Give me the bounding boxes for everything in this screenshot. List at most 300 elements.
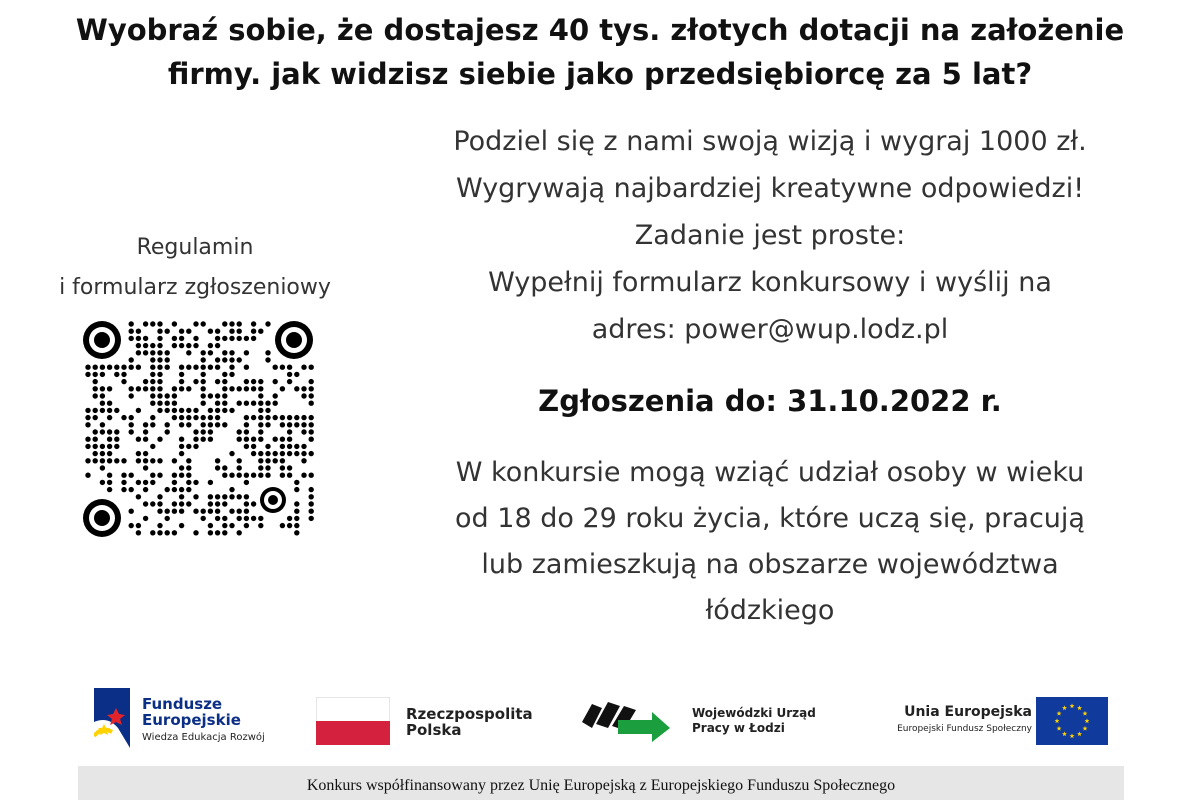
qr-module: [201, 401, 206, 406]
qr-module: [237, 429, 242, 434]
qr-module: [150, 415, 155, 420]
qr-module: [215, 408, 220, 413]
qr-module: [258, 523, 263, 528]
qr-module: [93, 393, 98, 398]
info-line-3: Zadanie jest proste:: [634, 220, 906, 251]
qr-module: [201, 386, 206, 391]
qr-module: [237, 530, 242, 535]
qr-module: [251, 336, 256, 341]
qr-module: [244, 509, 249, 514]
qr-module: [186, 480, 191, 485]
qr-module: [100, 444, 105, 449]
qr-module: [309, 393, 314, 398]
qr-module: [222, 386, 227, 391]
qr-module: [201, 393, 206, 398]
qr-module: [309, 501, 314, 506]
deadline: Zgłoszenia do: 31.10.2022 r.: [538, 384, 1002, 418]
qr-module: [179, 343, 184, 348]
qr-module: [251, 451, 256, 456]
qr-module: [215, 343, 220, 348]
qr-module: [301, 386, 306, 391]
qr-module: [193, 494, 198, 499]
qr-module: [150, 379, 155, 384]
qr-module: [251, 386, 256, 391]
qr-module: [208, 329, 213, 334]
qr-module: [172, 509, 177, 514]
qr-module: [143, 422, 148, 427]
polish-flag-icon: [316, 697, 390, 745]
fe-subtitle: Wiedza Edukacja Rozwój: [142, 732, 265, 743]
qr-module: [301, 393, 306, 398]
qr-module: [309, 379, 314, 384]
qr-module: [309, 429, 314, 434]
qr-module: [150, 372, 155, 377]
qr-module: [157, 401, 162, 406]
qr-module: [208, 343, 213, 348]
qr-module: [208, 509, 213, 514]
qr-module: [287, 379, 292, 384]
rp-name-line-2: Polska: [406, 721, 462, 739]
qr-module: [157, 372, 162, 377]
qr-module: [258, 401, 263, 406]
qr-module: [273, 458, 278, 463]
qr-module: [172, 415, 177, 420]
qr-module: [244, 437, 249, 442]
qr-module: [201, 365, 206, 370]
qr-module: [201, 509, 206, 514]
qr-module: [186, 444, 191, 449]
qr-module: [222, 530, 227, 535]
qr-module: [165, 429, 170, 434]
qr-module: [193, 437, 198, 442]
ue-name: Unia Europejska: [904, 704, 1032, 720]
qr-caption: [20, 228, 370, 308]
qr-module: [229, 451, 234, 456]
qr-module: [208, 480, 213, 485]
qr-module: [244, 523, 249, 528]
qr-module: [179, 473, 184, 478]
qr-module: [237, 473, 242, 478]
qr-module: [100, 480, 105, 485]
qr-module: [100, 422, 105, 427]
qr-module: [165, 365, 170, 370]
qr-module: [280, 523, 285, 528]
qr-module: [107, 444, 112, 449]
qr-module: [129, 523, 134, 528]
qr-module: [258, 437, 263, 442]
qr-module: [208, 501, 213, 506]
qr-module: [287, 516, 292, 521]
qr-module: [215, 465, 220, 470]
qr-module: [193, 415, 198, 420]
qr-module: [258, 458, 263, 463]
qr-module: [193, 530, 198, 535]
qr-module: [265, 465, 270, 470]
qr-module: [100, 458, 105, 463]
qr-module: [107, 408, 112, 413]
qr-module: [186, 487, 191, 492]
info-line-4: Wypełnij formularz konkursowy i wyślij na: [488, 267, 1052, 298]
qr-module: [107, 480, 112, 485]
qr-module: [251, 501, 256, 506]
qr-module: [114, 372, 119, 377]
qr-module: [309, 516, 314, 521]
qr-module: [208, 408, 213, 413]
qr-module: [309, 365, 314, 370]
qr-module: [150, 444, 155, 449]
qr-module: [165, 422, 170, 427]
qr-module: [244, 429, 249, 434]
qr-module: [258, 386, 263, 391]
qr-module: [150, 530, 155, 535]
qr-module: [287, 372, 292, 377]
qr-module: [244, 401, 249, 406]
qr-module: [222, 393, 227, 398]
qr-module: [179, 408, 184, 413]
qr-module: [172, 321, 177, 326]
qr-module: [294, 444, 299, 449]
fundusze-europejskie-emblem-icon: [94, 688, 130, 748]
qr-module: [136, 451, 141, 456]
qr-module: [229, 494, 234, 499]
qr-module: [201, 350, 206, 355]
qr-module: [157, 408, 162, 413]
qr-module: [258, 465, 263, 470]
contest-info: [380, 118, 1160, 353]
qr-module: [186, 415, 191, 420]
qr-module: [179, 487, 184, 492]
qr-module: [100, 401, 105, 406]
qr-module: [136, 437, 141, 442]
qr-module: [93, 458, 98, 463]
qr-module: [258, 516, 263, 521]
qr-module: [273, 437, 278, 442]
qr-module: [265, 321, 270, 326]
qr-module: [143, 321, 148, 326]
qr-module: [215, 501, 220, 506]
qr-module: [157, 509, 162, 514]
qr-module: [229, 321, 234, 326]
qr-module: [309, 451, 314, 456]
qr-module: [237, 516, 242, 521]
qr-module: [186, 350, 191, 355]
qr-module: [208, 365, 213, 370]
qr-module: [129, 336, 134, 341]
qr-module: [215, 329, 220, 334]
qr-module: [150, 321, 155, 326]
qr-module: [309, 437, 314, 442]
qr-module: [186, 386, 191, 391]
headline-line-2: firmy. jak widzisz siebie jako przedsiębiorcę za 5 lat?: [167, 57, 1033, 91]
qr-module: [287, 429, 292, 434]
qr-module: [193, 429, 198, 434]
qr-module: [143, 429, 148, 434]
qr-module: [201, 321, 206, 326]
qr-module: [136, 365, 141, 370]
qr-module: [287, 473, 292, 478]
qr-module: [186, 343, 191, 348]
qr-module: [229, 386, 234, 391]
qr-module: [85, 415, 90, 420]
qr-module: [136, 336, 141, 341]
qr-module: [294, 530, 299, 535]
eligibility-line-1: W konkursie mogą wziąć udział osoby w wieku: [455, 457, 1085, 488]
headline: [0, 8, 1200, 96]
qr-module: [179, 465, 184, 470]
qr-module: [143, 437, 148, 442]
qr-module: [201, 357, 206, 362]
qr-module: [193, 336, 198, 341]
qr-module: [93, 365, 98, 370]
qr-module: [143, 501, 148, 506]
qr-module: [107, 451, 112, 456]
qr-module: [143, 451, 148, 456]
qr-module: [179, 444, 184, 449]
qr-module: [150, 343, 155, 348]
qr-module: [258, 393, 263, 398]
qr-module: [165, 408, 170, 413]
qr-module: [93, 429, 98, 434]
qr-module: [85, 437, 90, 442]
qr-module: [280, 458, 285, 463]
qr-module: [107, 487, 112, 492]
qr-module: [237, 321, 242, 326]
qr-module: [251, 437, 256, 442]
qr-module: [287, 451, 292, 456]
qr-module: [100, 393, 105, 398]
qr-module: [157, 473, 162, 478]
qr-module: [258, 422, 263, 427]
qr-module: [237, 329, 242, 334]
qr-module: [251, 401, 256, 406]
qr-module: [93, 437, 98, 442]
qr-module: [186, 501, 191, 506]
qr-module: [157, 494, 162, 499]
qr-code[interactable]: [80, 318, 318, 544]
qr-module: [172, 343, 177, 348]
qr-module: [273, 379, 278, 384]
qr-module: [157, 530, 162, 535]
qr-module: [294, 451, 299, 456]
qr-module: [208, 429, 213, 434]
qr-module: [280, 451, 285, 456]
qr-module: [229, 408, 234, 413]
qr-module: [114, 444, 119, 449]
qr-module: [208, 530, 213, 535]
qr-module: [222, 516, 227, 521]
qr-module: [237, 509, 242, 514]
qr-module: [165, 350, 170, 355]
qr-module: [280, 415, 285, 420]
qr-module: [215, 336, 220, 341]
qr-module: [244, 365, 249, 370]
qr-module: [179, 336, 184, 341]
qr-module: [100, 372, 105, 377]
qr-module: [157, 365, 162, 370]
qr-module: [114, 429, 119, 434]
qr-module: [136, 480, 141, 485]
qr-module: [107, 401, 112, 406]
qr-module: [280, 386, 285, 391]
headline-line-1: Wyobraź sobie, że dostajesz 40 tys. złotych dotacji na założenie: [75, 13, 1125, 47]
qr-module: [121, 458, 126, 463]
qr-module: [258, 379, 263, 384]
qr-module: [258, 329, 263, 334]
qr-module: [193, 379, 198, 384]
qr-module: [294, 487, 299, 492]
wup-name-line-1: Wojewódzki Urząd: [692, 706, 816, 720]
qr-module: [129, 487, 134, 492]
qr-module: [85, 458, 90, 463]
qr-module: [165, 509, 170, 514]
qr-module: [100, 451, 105, 456]
qr-module: [100, 408, 105, 413]
qr-module: [273, 401, 278, 406]
qr-module: [287, 415, 292, 420]
qr-module: [157, 437, 162, 442]
qr-module: [121, 415, 126, 420]
qr-module: [186, 422, 191, 427]
qr-module: [85, 408, 90, 413]
qr-module: [287, 523, 292, 528]
qr-module: [93, 408, 98, 413]
qr-module: [229, 523, 234, 528]
logo-rzeczpospolita-polska: [316, 680, 546, 766]
qr-module: [107, 429, 112, 434]
qr-module: [93, 444, 98, 449]
qr-module: [215, 458, 220, 463]
qr-module: [100, 386, 105, 391]
qr-module: [215, 509, 220, 514]
qr-module: [129, 429, 134, 434]
qr-module: [287, 437, 292, 442]
qr-module: [258, 451, 263, 456]
rp-name-line-1: Rzeczpospolita: [406, 705, 533, 723]
qr-module: [150, 401, 155, 406]
qr-module: [85, 372, 90, 377]
qr-module: [85, 444, 90, 449]
qr-caption-line-1: Regulamin: [136, 235, 254, 260]
logo-fundusze-europejskie: [94, 680, 294, 766]
qr-module: [309, 386, 314, 391]
qr-module: [294, 386, 299, 391]
qr-module: [251, 444, 256, 449]
qr-module: [107, 415, 112, 420]
qr-module: [136, 458, 141, 463]
qr-module: [179, 329, 184, 334]
qr-module: [136, 329, 141, 334]
qr-module: [179, 422, 184, 427]
qr-module: [280, 465, 285, 470]
qr-module: [208, 494, 213, 499]
qr-module: [179, 494, 184, 499]
qr-module: [136, 386, 141, 391]
qr-module: [165, 357, 170, 362]
qr-module: [129, 321, 134, 326]
qr-module: [107, 473, 112, 478]
qr-module: [215, 365, 220, 370]
qr-module: [244, 386, 249, 391]
qr-module: [150, 473, 155, 478]
qr-module: [294, 509, 299, 514]
qr-module: [294, 516, 299, 521]
qr-module: [201, 372, 206, 377]
qr-module: [172, 530, 177, 535]
qr-module: [309, 415, 314, 420]
qr-module: [244, 494, 249, 499]
qr-module: [273, 451, 278, 456]
qr-module: [121, 473, 126, 478]
qr-module: [179, 379, 184, 384]
qr-module: [258, 415, 263, 420]
qr-module: [215, 401, 220, 406]
qr-module: [201, 379, 206, 384]
qr-module: [208, 415, 213, 420]
qr-module: [294, 480, 299, 485]
qr-module: [215, 357, 220, 362]
qr-module: [244, 336, 249, 341]
info-line-5: adres: power@wup.lodz.pl: [591, 314, 949, 345]
qr-module: [244, 350, 249, 355]
qr-finder-patterns: [83, 321, 313, 537]
qr-module: [143, 487, 148, 492]
qr-module: [237, 458, 242, 463]
qr-module: [186, 329, 191, 334]
qr-module: [208, 523, 213, 528]
info-line-1: Podziel się z nami swoją wizją i wygraj 1000 zł.: [453, 126, 1087, 157]
qr-module: [172, 501, 177, 506]
qr-module: [229, 473, 234, 478]
qr-module: [179, 437, 184, 442]
qr-module: [301, 451, 306, 456]
qr-module: [136, 343, 141, 348]
qr-module: [150, 480, 155, 485]
qr-module: [157, 501, 162, 506]
qr-module: [179, 386, 184, 391]
qr-module: [107, 437, 112, 442]
qr-module: [157, 350, 162, 355]
eligibility-line-3: lub zamieszkują na obszarze województwa: [481, 549, 1059, 580]
qr-module: [273, 415, 278, 420]
qr-module: [179, 501, 184, 506]
qr-module: [179, 365, 184, 370]
qr-module: [193, 321, 198, 326]
qr-module: [222, 465, 227, 470]
qr-module: [201, 429, 206, 434]
qr-module: [193, 343, 198, 348]
qr-module: [265, 408, 270, 413]
qr-module: [309, 487, 314, 492]
qr-module: [165, 516, 170, 521]
qr-module: [222, 473, 227, 478]
qr-module: [244, 516, 249, 521]
qr-module: [129, 422, 134, 427]
qr-module: [244, 415, 249, 420]
qr-module: [309, 401, 314, 406]
fe-name-line-1: Fundusze: [142, 695, 223, 713]
qr-module: [222, 350, 227, 355]
qr-module: [265, 444, 270, 449]
qr-module: [165, 530, 170, 535]
qr-module: [222, 408, 227, 413]
qr-module: [129, 357, 134, 362]
wup-name-line-2: Pracy w Łodzi: [692, 721, 785, 735]
qr-module: [143, 516, 148, 521]
qr-module: [222, 494, 227, 499]
qr-module: [172, 480, 177, 485]
qr-module: [165, 401, 170, 406]
qr-module: [100, 429, 105, 434]
